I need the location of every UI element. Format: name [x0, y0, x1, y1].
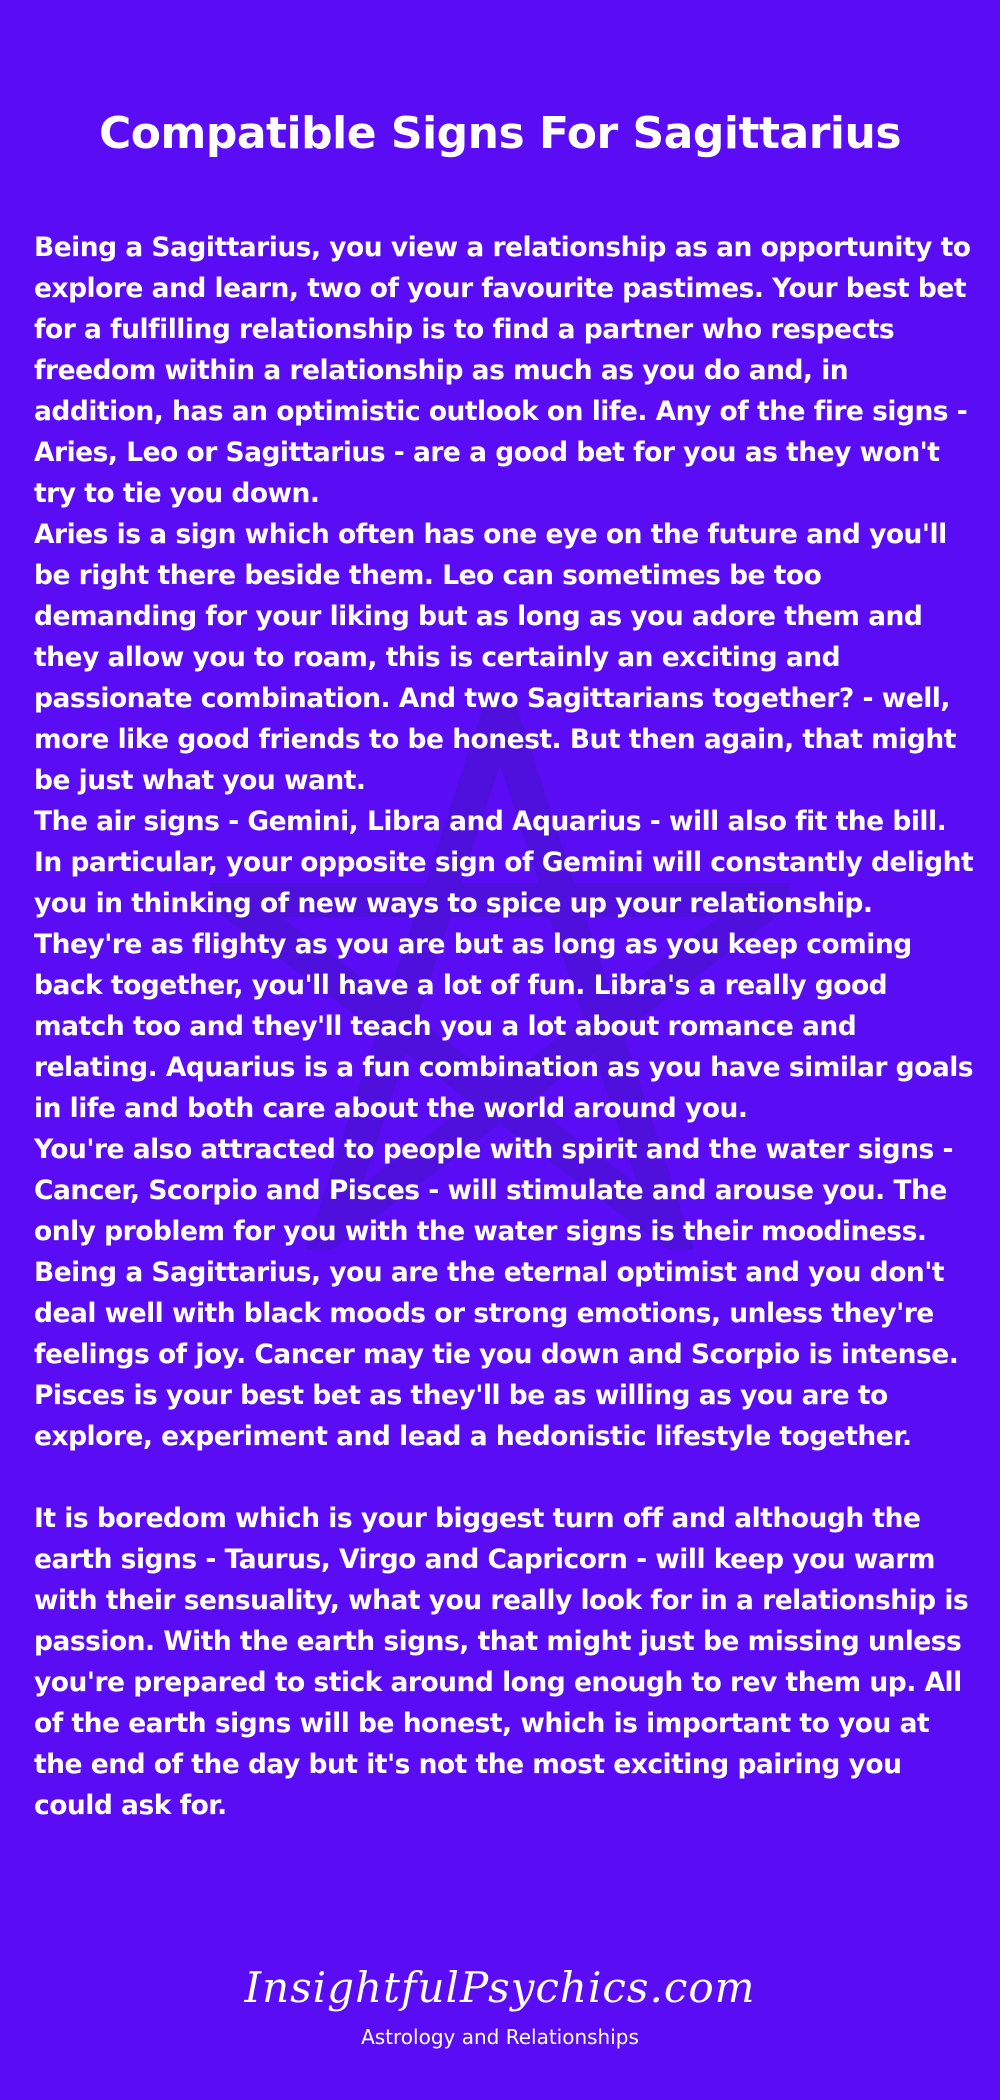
brand-tagline: Astrology and Relationships: [361, 2025, 639, 2049]
brand-name: InsightfulPsychics.com: [244, 1963, 756, 2012]
page-title: Compatible Signs For Sagittarius: [98, 108, 902, 159]
paragraph-1: Being a Sagittarius, you view a relationship as an opportunity to explore and learn, two of your favourite pastimes. Your best bet for a fulfilling relationship is to find a partner who respects freedom within a relationship as much as you do and, in addition, has an optimistic outlook on life. Any of the fire signs - Aries, Leo or Sagittarius - are a good bet for you as they won't try to tie you down.: [34, 232, 971, 509]
paragraph-5: It is boredom which is your biggest turn off and although the earth signs - Taurus, Virgo and Capricorn - will keep you warm with their sensuality, what you really look for in a relationship is passion. With the earth signs, that might just be missing unless you're prepared to stick around long enough to rev them up. All of the earth signs will be honest, which is important to you at the end of the day but it's not the most exciting pairing you could ask for.: [34, 1503, 969, 1821]
paragraph-3: The air signs - Gemini, Libra and Aquarius - will also fit the bill. In particular, your opposite sign of Gemini will constantly delight you in thinking of new ways to spice up your relationship. They're as flighty as you are but as long as you keep coming back together, you'll have a lot of fun. Libra's a really good match too and they'll teach you a lot about romance and relating. Aquarius is a fun combination as you have similar goals in life and both care about the world around you.: [34, 806, 974, 1124]
paragraph-2: Aries is a sign which often has one eye on the future and you'll be right there beside them. Leo can sometimes be too demanding for your liking but as long as you adore them and they allow you to roam, this is certainly an exciting and passionate combination. And two Sagittarians together? - well, more like good friends to be honest. But then again, that might be just what you want.: [34, 519, 956, 796]
brand-logo: [0, 1960, 1000, 2050]
paragraph-4: You're also attracted to people with spirit and the water signs - Cancer, Scorpio and Pisces - will stimulate and arouse you. The only problem for you with the water signs is their moodiness. Being a Sagittarius, you are the eternal optimist and you don't deal well with black moods or strong emotions, unless they're feelings of joy. Cancer may tie you down and Scorpio is intense. Pisces is your best bet as they'll be as willing as you are to explore, experiment and lead a hedonistic lifestyle together.: [34, 1134, 959, 1452]
